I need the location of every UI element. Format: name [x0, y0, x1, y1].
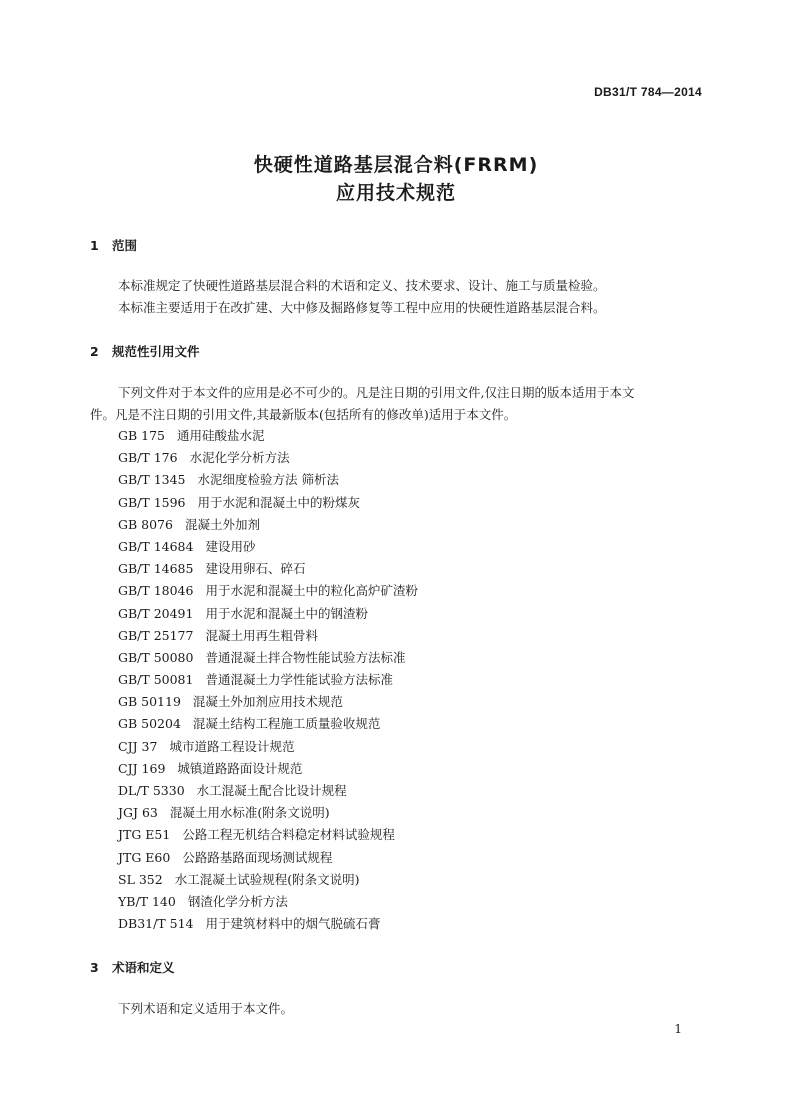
reference-title: 城市道路工程设计规范	[169, 738, 295, 754]
reference-code: GB 175	[118, 428, 166, 443]
section-3-heading	[90, 958, 175, 976]
reference-title: 公路工程无机结合料稳定材料试验规程	[182, 827, 395, 843]
reference-code: GB/T 50081	[118, 672, 194, 688]
reference-title: 用于水泥和混凝土中的粉煤灰	[197, 494, 361, 510]
reference-code: GB/T 25177	[118, 627, 194, 643]
reference-item	[118, 536, 418, 558]
reference-item	[118, 869, 418, 891]
reference-code: JTG E51	[118, 827, 171, 843]
reference-code: GB/T 18046	[118, 583, 194, 599]
paragraph: 本标准主要适用于在改扩建、大中修及掘路修复等工程中应用的快硬性道路基层混合料。	[118, 300, 606, 315]
reference-item	[118, 713, 418, 735]
reference-item	[118, 691, 418, 713]
reference-code: CJJ 37	[118, 738, 158, 754]
section-number: 3	[90, 960, 99, 975]
reference-item	[118, 447, 418, 469]
reference-title: 水泥化学分析方法	[189, 450, 290, 466]
reference-item	[118, 891, 418, 913]
reference-code: DB31/T 514	[118, 916, 194, 932]
reference-title: 用于水泥和混凝土中的钢渣粉	[205, 605, 368, 621]
reference-title: 混凝土结构工程施工质量验收规范	[192, 716, 381, 732]
document-subtitle: 应用技术规范	[335, 182, 456, 204]
reference-item	[118, 647, 418, 669]
reference-code: GB/T 20491	[118, 605, 194, 621]
reference-title: 水泥细度检验方法 筛析法	[197, 472, 339, 488]
reference-title: 城镇道路路面设计规范	[177, 760, 303, 776]
paragraph: 件。凡是不注日期的引用文件,其最新版本(包括所有的修改单)适用于本文件。	[90, 407, 517, 422]
section-title: 规范性引用文件	[112, 344, 200, 359]
reference-item	[118, 669, 418, 691]
section-title: 术语和定义	[112, 960, 175, 975]
reference-code: GB/T 1596	[118, 494, 186, 510]
section-number: 1	[90, 238, 99, 253]
document-title: 快硬性道路基层混合料(FRRM)	[253, 154, 539, 176]
standard-code: DB31/T 784—2014	[594, 85, 702, 99]
section-title: 范围	[112, 238, 138, 253]
reference-title: 公路路基路面现场测试规程	[182, 849, 333, 865]
reference-code: GB 50204	[118, 716, 181, 732]
reference-item	[118, 558, 418, 580]
reference-title: 混凝土外加剂应用技术规范	[192, 694, 343, 710]
reference-code: JGJ 63	[118, 805, 158, 821]
reference-item	[118, 802, 418, 824]
reference-item	[118, 514, 418, 536]
reference-code: SL 352	[118, 871, 163, 887]
section-number: 2	[90, 344, 99, 359]
reference-item	[118, 758, 418, 780]
reference-title: 水工混凝土配合比设计规程	[196, 783, 347, 798]
paragraph: 本标准规定了快硬性道路基层混合料的术语和定义、技术要求、设计、施工与质量检验。	[118, 278, 606, 293]
reference-title: 用于建筑材料中的烟气脱硫石膏	[205, 916, 381, 932]
reference-code: JTG E60	[118, 849, 171, 865]
reference-code: DL/T 5330	[118, 783, 185, 798]
reference-code: GB/T 1345	[118, 472, 186, 488]
section-1-heading	[90, 236, 137, 254]
reference-code: CJJ 169	[118, 760, 166, 776]
reference-title: 混凝土外加剂	[184, 516, 260, 532]
reference-title: 通用硅酸盐水泥	[177, 428, 265, 443]
reference-code: YB/T 140	[118, 893, 176, 909]
reference-code: GB/T 50080	[118, 649, 194, 665]
reference-code: GB 8076	[118, 516, 173, 532]
reference-code: GB/T 14685	[118, 561, 194, 577]
reference-item	[118, 824, 418, 846]
reference-item	[118, 492, 418, 514]
reference-item	[118, 425, 418, 447]
reference-title: 普通混凝土拌合物性能试验方法标准	[205, 649, 406, 665]
reference-item	[118, 469, 418, 491]
section-2-heading	[90, 342, 200, 360]
reference-code: GB/T 176	[118, 450, 178, 466]
reference-title: 混凝土用水标准(附条文说明)	[169, 805, 330, 821]
reference-item	[118, 780, 418, 802]
reference-title: 混凝土用再生粗骨料	[205, 627, 318, 643]
reference-item	[118, 580, 418, 602]
reference-code: GB 50119	[118, 694, 181, 710]
reference-item	[118, 736, 418, 758]
reference-title: 普通混凝土力学性能试验方法标准	[205, 672, 393, 688]
reference-item	[118, 603, 418, 625]
reference-title: 建设用砂	[205, 538, 256, 554]
reference-list	[118, 425, 418, 935]
reference-item	[118, 847, 418, 869]
reference-title: 水工混凝土试验规程(附条文说明)	[174, 871, 360, 887]
paragraph: 下列术语和定义适用于本文件。	[118, 1001, 294, 1016]
reference-code: GB/T 14684	[118, 538, 194, 554]
paragraph: 下列文件对于本文件的应用是必不可少的。凡是注日期的引用文件,仅注日期的版本适用于本文	[118, 385, 635, 400]
reference-title: 用于水泥和混凝土中的粒化高炉矿渣粉	[205, 583, 418, 599]
reference-title: 建设用卵石、碎石	[205, 561, 306, 577]
reference-item	[118, 913, 418, 935]
reference-item	[118, 625, 418, 647]
reference-title: 钢渣化学分析方法	[187, 893, 288, 909]
page-number: 1	[674, 1022, 682, 1036]
